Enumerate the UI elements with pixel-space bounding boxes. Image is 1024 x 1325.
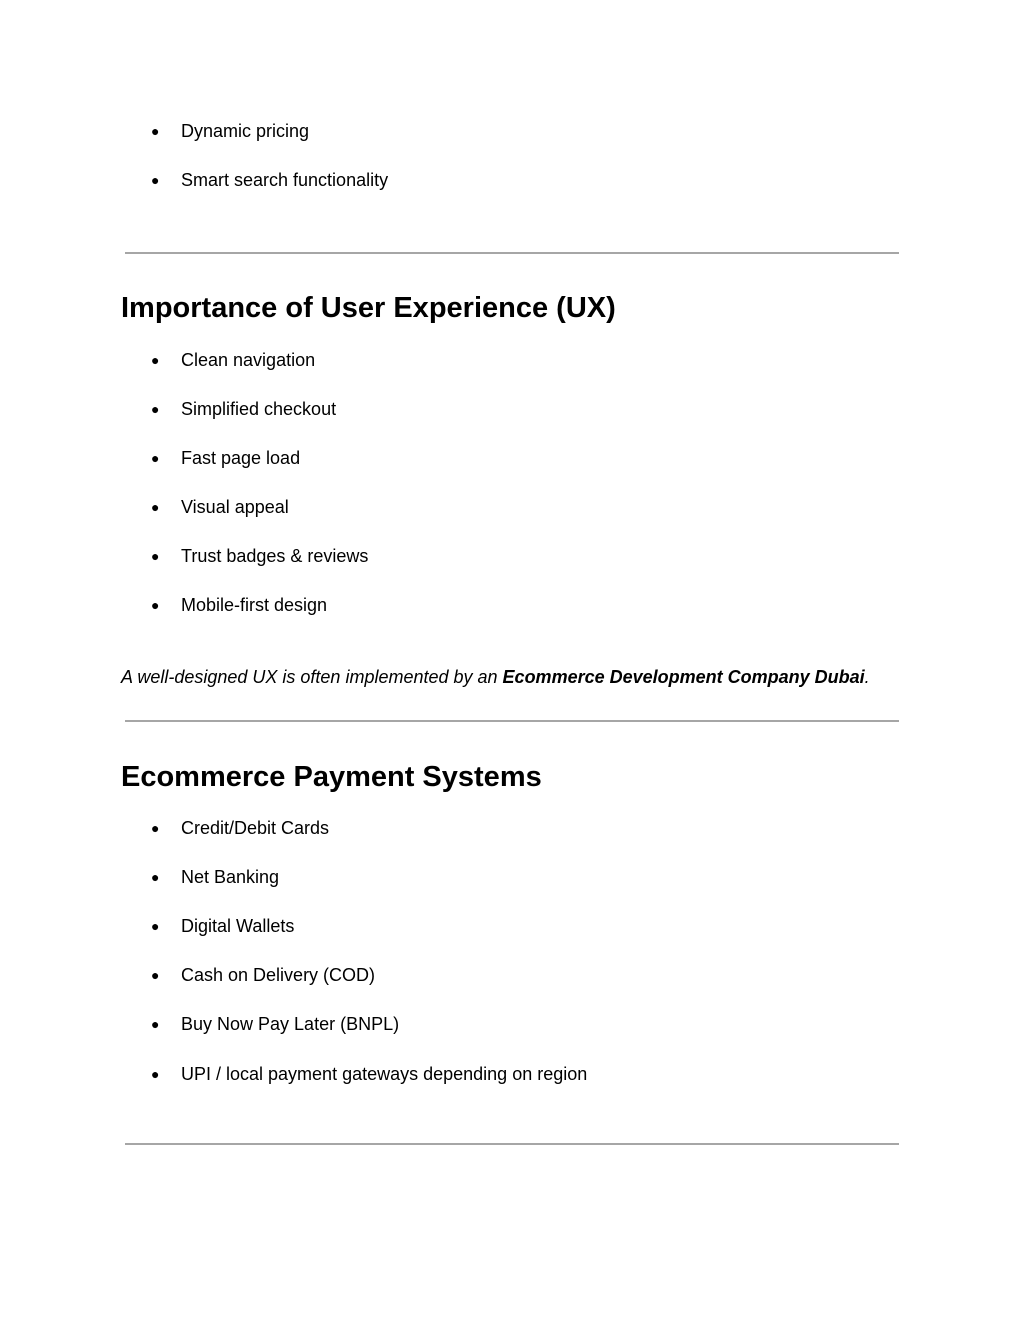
bullet-icon: ● (151, 1066, 160, 1082)
list-item (151, 495, 289, 519)
bullet-icon: ● (151, 172, 160, 188)
list-item-text: Simplified checkout (181, 399, 337, 419)
horizontal-divider (125, 252, 899, 254)
ux-note-text: A well-designed UX is often implemented by an (121, 667, 503, 687)
list-item-text: Dynamic pricing (181, 121, 310, 141)
list-item-text: Buy Now Pay Later (BNPL) (181, 1014, 400, 1034)
bullet-icon: ● (151, 352, 160, 368)
horizontal-divider (125, 720, 899, 722)
bullet-icon: ● (151, 548, 160, 564)
list-item-text: Smart search functionality (181, 170, 389, 190)
list-item (151, 914, 294, 938)
bullet-icon: ● (151, 597, 160, 613)
ux-note-end: . (864, 667, 870, 687)
list-item (151, 963, 375, 987)
horizontal-divider (125, 1143, 899, 1145)
list-item-text: Fast page load (181, 448, 301, 468)
list-item-text: Clean navigation (181, 350, 316, 370)
list-item (151, 1012, 399, 1036)
ux-note-paragraph (121, 665, 870, 689)
list-item-text: Credit/Debit Cards (181, 818, 330, 838)
list-item-text: Mobile-first design (181, 595, 328, 615)
list-item (151, 816, 329, 840)
list-item-text: Visual appeal (181, 497, 289, 517)
bullet-icon: ● (151, 1016, 160, 1032)
list-item-text: Net Banking (181, 867, 280, 887)
bullet-icon: ● (151, 820, 160, 836)
list-item (151, 348, 315, 372)
list-item-text: Cash on Delivery (COD) (181, 965, 376, 985)
list-item (151, 544, 368, 568)
list-item-text: UPI / local payment gateways depending on region (181, 1064, 588, 1084)
section-heading-ux: Importance of User Experience (UX) (121, 292, 616, 324)
list-item (151, 593, 327, 617)
bullet-icon: ● (151, 869, 160, 885)
list-item-text: Digital Wallets (181, 916, 295, 936)
list-item (151, 1062, 587, 1086)
section-heading-payment: Ecommerce Payment Systems (121, 761, 542, 793)
ux-note-emphasis: Ecommerce Development Company Dubai (502, 667, 865, 687)
list-item (151, 397, 336, 421)
bullet-icon: ● (151, 918, 160, 934)
list-item (151, 865, 279, 889)
bullet-icon: ● (151, 450, 160, 466)
bullet-icon: ● (151, 967, 160, 983)
bullet-icon: ● (151, 123, 160, 139)
bullet-icon: ● (151, 499, 160, 515)
bullet-icon: ● (151, 401, 160, 417)
list-item (151, 168, 388, 192)
list-item-text: Trust badges & reviews (181, 546, 369, 566)
list-item (151, 446, 300, 470)
list-item (151, 119, 309, 143)
